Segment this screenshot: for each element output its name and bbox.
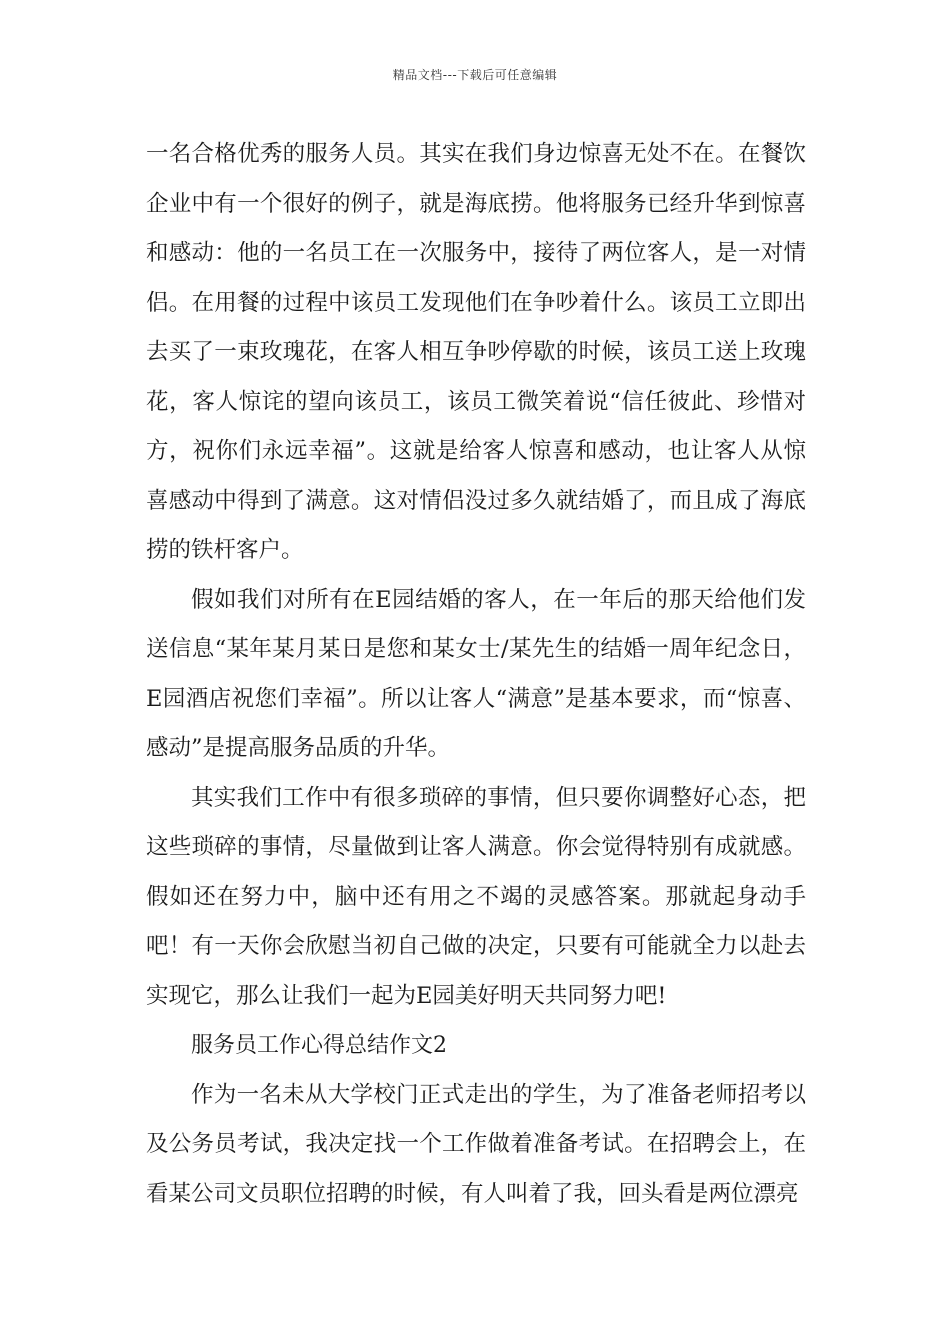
section-heading: 服务员工作心得总结作文2 (191, 1033, 447, 1058)
page-header: 精品文档---下载后可任意编辑 (392, 68, 558, 82)
paragraph-1: 一名合格优秀的服务人员。其实在我们身边惊喜无处不在。在餐饮企业中有一个很好的例子，就是海底捞。他将服务已经升华到惊喜和感动：他的一名员工在一次服务中，接待了两位客人，是一对情侣。在用餐的过程中该员工发现他们在争吵着什么。该员工立即出去买了一束玫瑰花，在客人相互争吵停歇的时候，该员工送上玫瑰花，客人惊诧的望向该员工，该员工微笑着说“信任彼此、珍惜对方，祝你们永远幸福”。这就是给客人惊喜和感动，也让客人从惊喜感动中得到了满意。这对情侣没过多久就结婚了，而且成了海底捞的铁杆客户。 (146, 141, 806, 563)
paragraph-4: 作为一名未从大学校门正式走出的学生，为了准备老师招考以及公务员考试，我决定找一个工作做着准备考试。在招聘会上，在看某公司文员职位招聘的时候，有人叫着了我，回头看是两位漂亮 (146, 1081, 806, 1207)
document-body (146, 130, 806, 1219)
paragraph-2: 假如我们对所有在E园结婚的客人，在一年后的那天给他们发送信息“某年某月某日是您和某女士/某先生的结婚一周年纪念日，E园酒店祝您们幸福”。所以让客人“满意”是基本要求，而“惊喜、感动”是提高服务品质的升华。 (146, 586, 806, 761)
paragraph-3: 其实我们工作中有很多琐碎的事情，但只要你调整好心态，把这些琐碎的事情，尽量做到让客人满意。你会觉得特别有成就感。假如还在努力中，脑中还有用之不竭的灵感答案。那就起身动手吧！有一天你会欣慰当初自己做的决定，只要有可能就全力以赴去实现它，那么让我们一起为E园美好明天共同努力吧! (146, 784, 806, 1009)
